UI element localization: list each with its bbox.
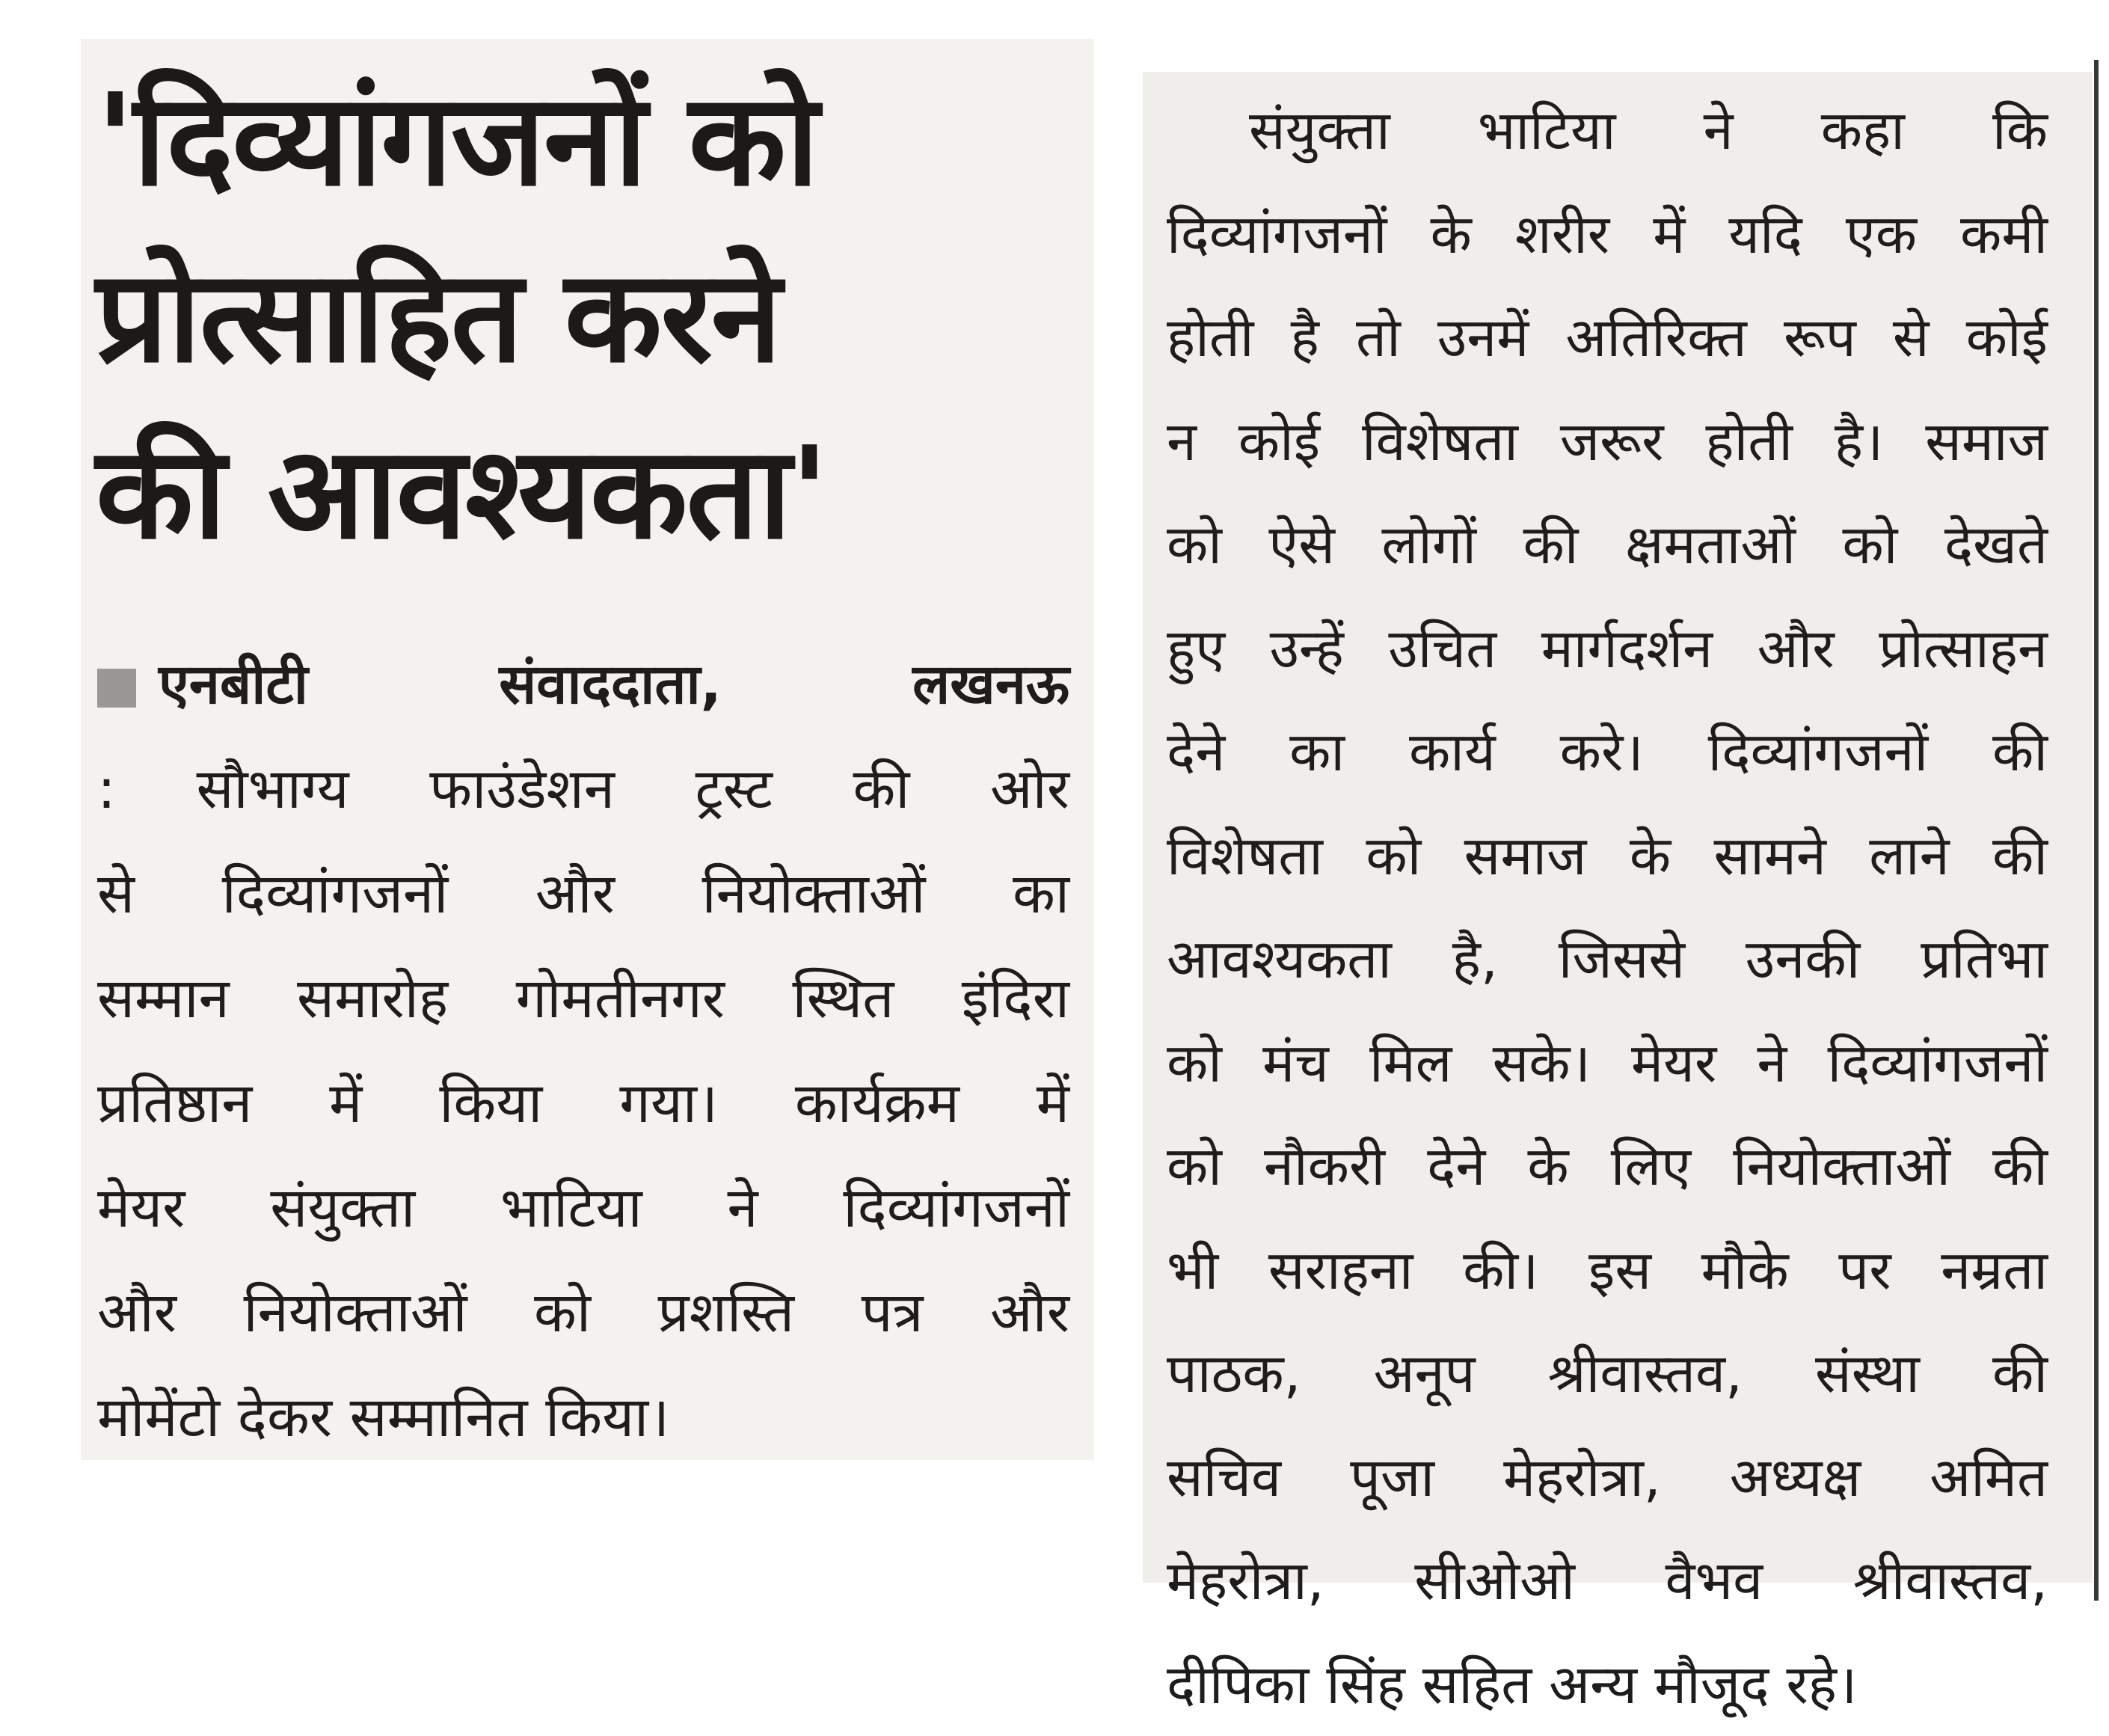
article-line: दिव्यांगजनों के शरीर में यदि एक कमी — [1167, 183, 2048, 286]
headline-line: प्रोत्साहित करने — [96, 229, 1060, 405]
article-line: : सौभाग्य फाउंडेशन ट्रस्ट की ओर — [97, 737, 1069, 841]
article-line: संयुक्ता भाटिया ने कहा कि — [1167, 79, 2048, 183]
article-line: पाठक, अनूप श्रीवास्तव, संस्था की — [1167, 1322, 2048, 1426]
article-line: दीपिका सिंह सहित अन्य मौजूद रहे। — [1167, 1633, 2048, 1736]
square-bullet-icon — [97, 669, 136, 708]
article-line: भी सराहना की। इस मौके पर नम्रता — [1167, 1218, 2048, 1322]
article-line: होती है तो उनमें अतिरिक्त रूप से कोई — [1167, 286, 2048, 390]
article-line: हुए उन्हें उचित मार्गदर्शन और प्रोत्साहन — [1167, 597, 2048, 701]
article-line: विशेषता को समाज के सामने लाने की — [1167, 804, 2048, 908]
headline-line: 'दिव्यांगजनों को — [96, 52, 1060, 229]
article-line: को ऐसे लोगों की क्षमताओं को देखते — [1167, 493, 2048, 597]
byline: एनबीटी संवाददाता, लखनऊ — [159, 652, 1069, 717]
article-line: मेयर संयुक्ता भाटिया ने दिव्यांगजनों — [97, 1156, 1069, 1260]
article-line: सचिव पूजा मेहरोत्रा, अध्यक्ष अमित — [1167, 1426, 2048, 1530]
headline — [96, 52, 1060, 582]
article-line: प्रतिष्ठान में किया गया। कार्यक्रम में — [97, 1051, 1069, 1156]
clipping-edge-rule — [2094, 60, 2099, 1601]
article-line: देने का कार्य करे। दिव्यांगजनों की — [1167, 700, 2048, 804]
article-line: आवश्यकता है, जिससे उनकी प्रतिभा — [1167, 907, 2048, 1011]
article-line: से दिव्यांगजनों और नियोक्ताओं का — [97, 841, 1069, 946]
article-line: को नौकरी देने के लिए नियोक्ताओं की — [1167, 1114, 2048, 1218]
article-line: न कोई विशेषता जरूर होती है। समाज — [1167, 390, 2048, 494]
article-line: को मंच मिल सके। मेयर ने दिव्यांगजनों — [1167, 1011, 2048, 1115]
article-line: और नियोक्ताओं को प्रशस्ति पत्र और — [97, 1260, 1069, 1365]
article-left-column — [97, 632, 1069, 1470]
headline-line: की आवश्यकता' — [96, 405, 1060, 582]
article-line: मेहरोत्रा, सीओओ वैभव श्रीवास्तव, — [1167, 1529, 2048, 1633]
article-line: सम्मान समारोह गोमतीनगर स्थित इंदिरा — [97, 946, 1069, 1051]
article-right-column — [1167, 79, 2048, 1736]
byline-line — [97, 632, 1069, 737]
article-line: मोमेंटो देकर सम्मानित किया। — [97, 1365, 1069, 1470]
